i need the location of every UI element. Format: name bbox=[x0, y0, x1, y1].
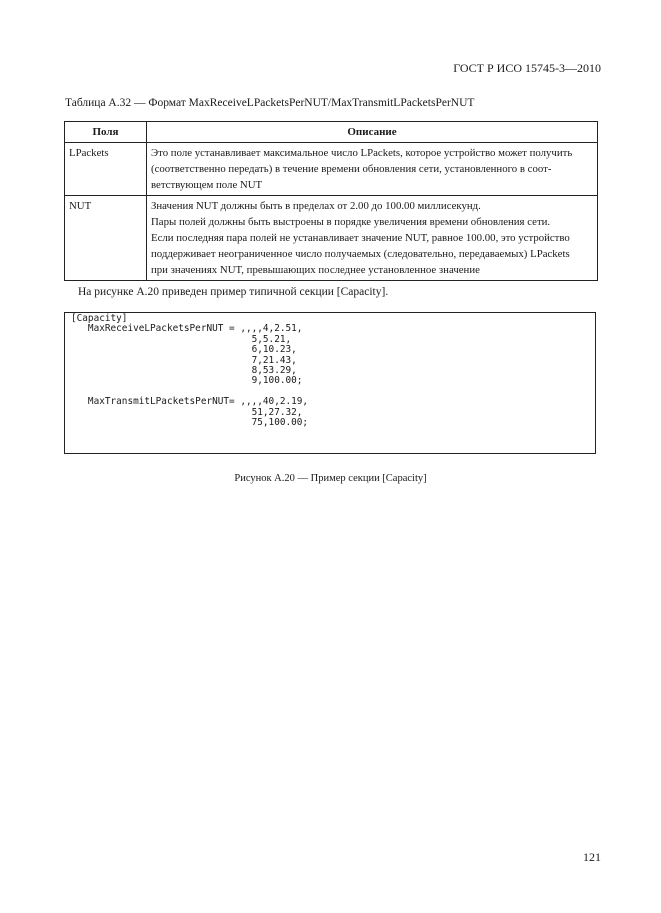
description-line: Значения NUT должны быть в пределах от 2.00 до 100.00 миллисекунд. bbox=[151, 200, 481, 212]
code-listing bbox=[64, 312, 596, 454]
intro-paragraph: На рисунке А.20 приведен пример типичной секции [Capacity]. bbox=[78, 286, 389, 298]
description-line: Если последняя пара полей не устанавливает значение NUT, равное 100.00, это устройство bbox=[151, 232, 570, 244]
format-table bbox=[64, 121, 598, 281]
code-line: 7,21.43, bbox=[71, 354, 297, 366]
description-cell bbox=[147, 143, 598, 196]
column-header-field: Поля bbox=[65, 122, 147, 143]
description-line: (соответственно передать) в течение времени обновления сети, установленного в соот- bbox=[151, 163, 552, 175]
code-line: 9,100.00; bbox=[71, 375, 303, 387]
code-line: MaxTransmitLPacketsPerNUT= ,,,,40,2.19, bbox=[71, 396, 309, 408]
code-line: 51,27.32, bbox=[71, 406, 303, 418]
field-cell: LPackets bbox=[65, 143, 147, 196]
figure-caption: Рисунок А.20 — Пример секции [Capacity] bbox=[234, 473, 427, 484]
code-line: 8,53.29, bbox=[71, 364, 297, 376]
description-line: ветствующем поле NUT bbox=[151, 179, 263, 191]
description-cell bbox=[147, 196, 598, 281]
description-line: поддерживает неограниченное число получаемых (следовательно, передаваемых) LPackets bbox=[151, 248, 570, 260]
field-cell: NUT bbox=[65, 196, 147, 281]
description-line: Это поле устанавливает максимальное число LPackets, которое устройство может получить bbox=[151, 147, 573, 159]
page-number: 121 bbox=[583, 850, 601, 864]
table-header-row bbox=[65, 122, 598, 143]
code-line: 6,10.23, bbox=[71, 344, 297, 356]
table-caption: Таблица А.32 — Формат MaxReceiveLPacketsPerNUT/MaxTransmitLPacketsPerNUT bbox=[65, 97, 475, 109]
table-row bbox=[65, 196, 598, 281]
column-header-description: Описание bbox=[147, 122, 598, 143]
code-line: [Capacity] bbox=[71, 313, 128, 324]
document-header: ГОСТ Р ИСО 15745-3—2010 bbox=[453, 61, 601, 75]
description-line: Пары полей должны быть выстроены в порядке увеличения времени обновления сети. bbox=[151, 216, 551, 228]
description-line: при значениях NUT, превышающих последнее установленное значение bbox=[151, 264, 480, 276]
code-line: 75,100.00; bbox=[71, 416, 309, 428]
code-line: MaxReceiveLPacketsPerNUT = ,,,,4,2.51, bbox=[71, 323, 303, 335]
code-line: 5,5.21, bbox=[71, 333, 292, 345]
table-row bbox=[65, 143, 598, 196]
